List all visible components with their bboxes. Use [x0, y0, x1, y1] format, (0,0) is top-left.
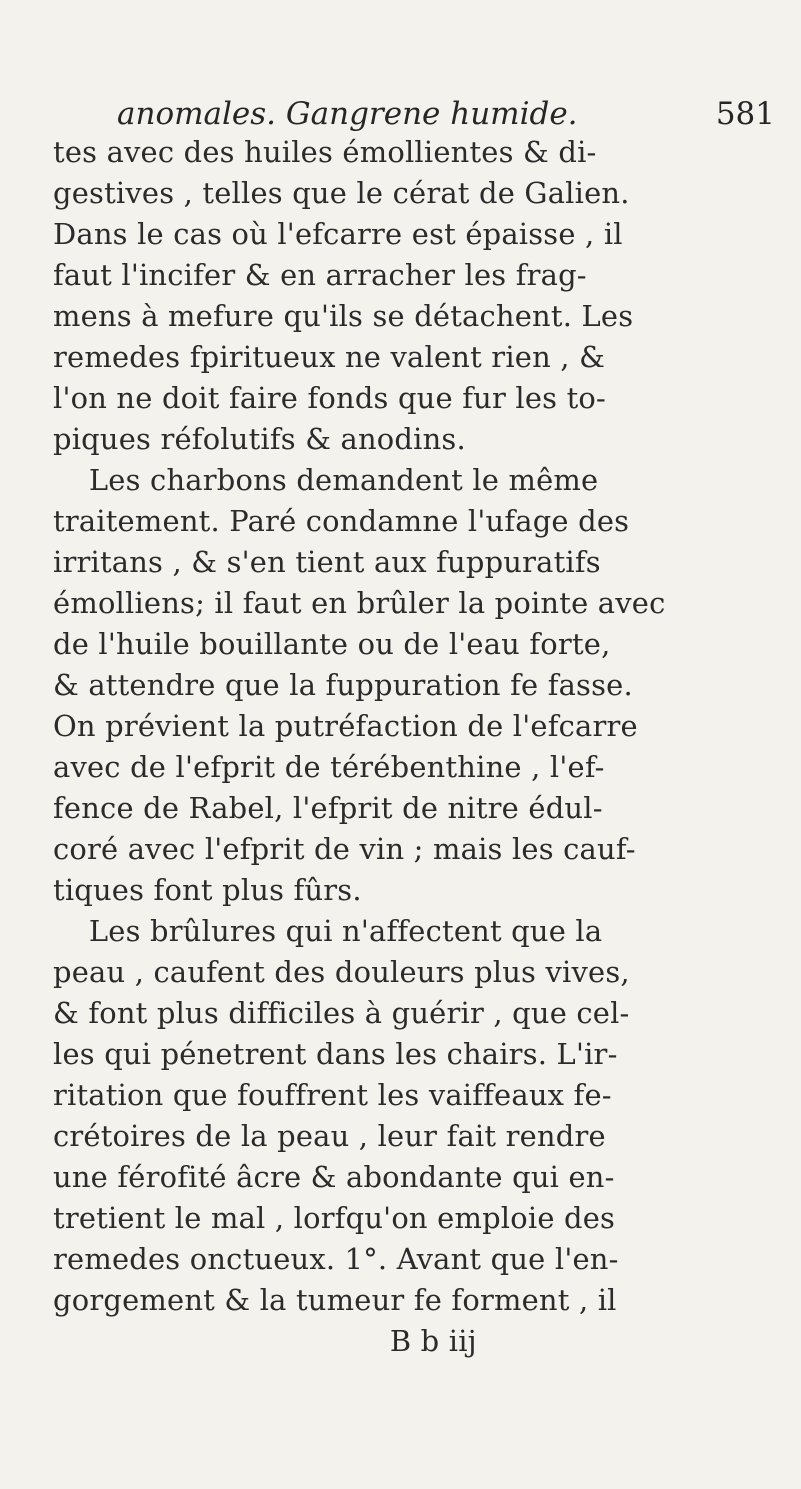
page-number: 581	[715, 96, 775, 132]
text-line: Les charbons demandent le même	[88, 463, 599, 497]
text-line: une férofité âcre & abondante qui en-	[53, 1160, 615, 1194]
text-line: remedes onctueux. 1°. Avant que l'en-	[53, 1242, 619, 1276]
text-line: On prévient la putréfaction de l'efcarre	[53, 709, 638, 743]
signature-mark: B b iij	[389, 1324, 477, 1358]
text-line: les qui pénetrent dans les chairs. L'ir-	[53, 1037, 618, 1071]
text-line: Dans le cas où l'efcarre est épaisse , il	[53, 217, 623, 251]
text-line: faut l'incifer & en arracher les frag-	[53, 258, 587, 292]
text-line: tretient le mal , lorfqu'on emploie des	[53, 1201, 616, 1235]
text-line: peau , caufent des douleurs plus vives,	[53, 955, 630, 989]
running-head-title: anomales. Gangrene humide.	[117, 96, 578, 132]
text-line: tes avec des huiles émollientes & di-	[53, 135, 597, 169]
running-head	[117, 96, 775, 136]
text-line: mens à mefure qu'ils se détachent. Les	[53, 299, 634, 333]
text-line: de l'huile bouillante ou de l'eau forte,	[53, 627, 611, 661]
text-line: avec de l'efprit de térébenthine , l'ef-	[53, 750, 605, 784]
text-line: remedes fpiritueux ne valent rien , &	[53, 340, 606, 374]
text-line: & font plus difficiles à guérir , que cel-	[53, 996, 630, 1030]
text-line: l'on ne doit faire fonds que fur les to-	[53, 381, 606, 415]
text-line: ritation que fouffrent les vaiffeaux fe-	[53, 1078, 612, 1112]
text-line: fence de Rabel, l'efprit de nitre édul-	[53, 791, 603, 825]
text-line: traitement. Paré condamne l'ufage des	[53, 504, 630, 538]
text-line: & attendre que la fuppuration fe fasse.	[53, 668, 633, 702]
text-line: gestives , telles que le cérat de Galien.	[53, 176, 630, 210]
text-line: émolliens; il faut en brûler la pointe avec	[53, 586, 666, 620]
text-line: coré avec l'efprit de vin ; mais les cauf-	[53, 832, 636, 866]
text-line: irritans , & s'en tient aux fuppuratifs	[53, 545, 601, 579]
body-text	[53, 132, 783, 1362]
text-line: Les brûlures qui n'affectent que la	[88, 914, 603, 948]
text-line: crétoires de la peau , leur fait rendre	[53, 1119, 606, 1153]
text-line: tiques font plus fûrs.	[53, 873, 362, 907]
text-line: piques réfolutifs & anodins.	[53, 422, 466, 456]
text-line: gorgement & la tumeur fe forment , il	[53, 1283, 617, 1317]
